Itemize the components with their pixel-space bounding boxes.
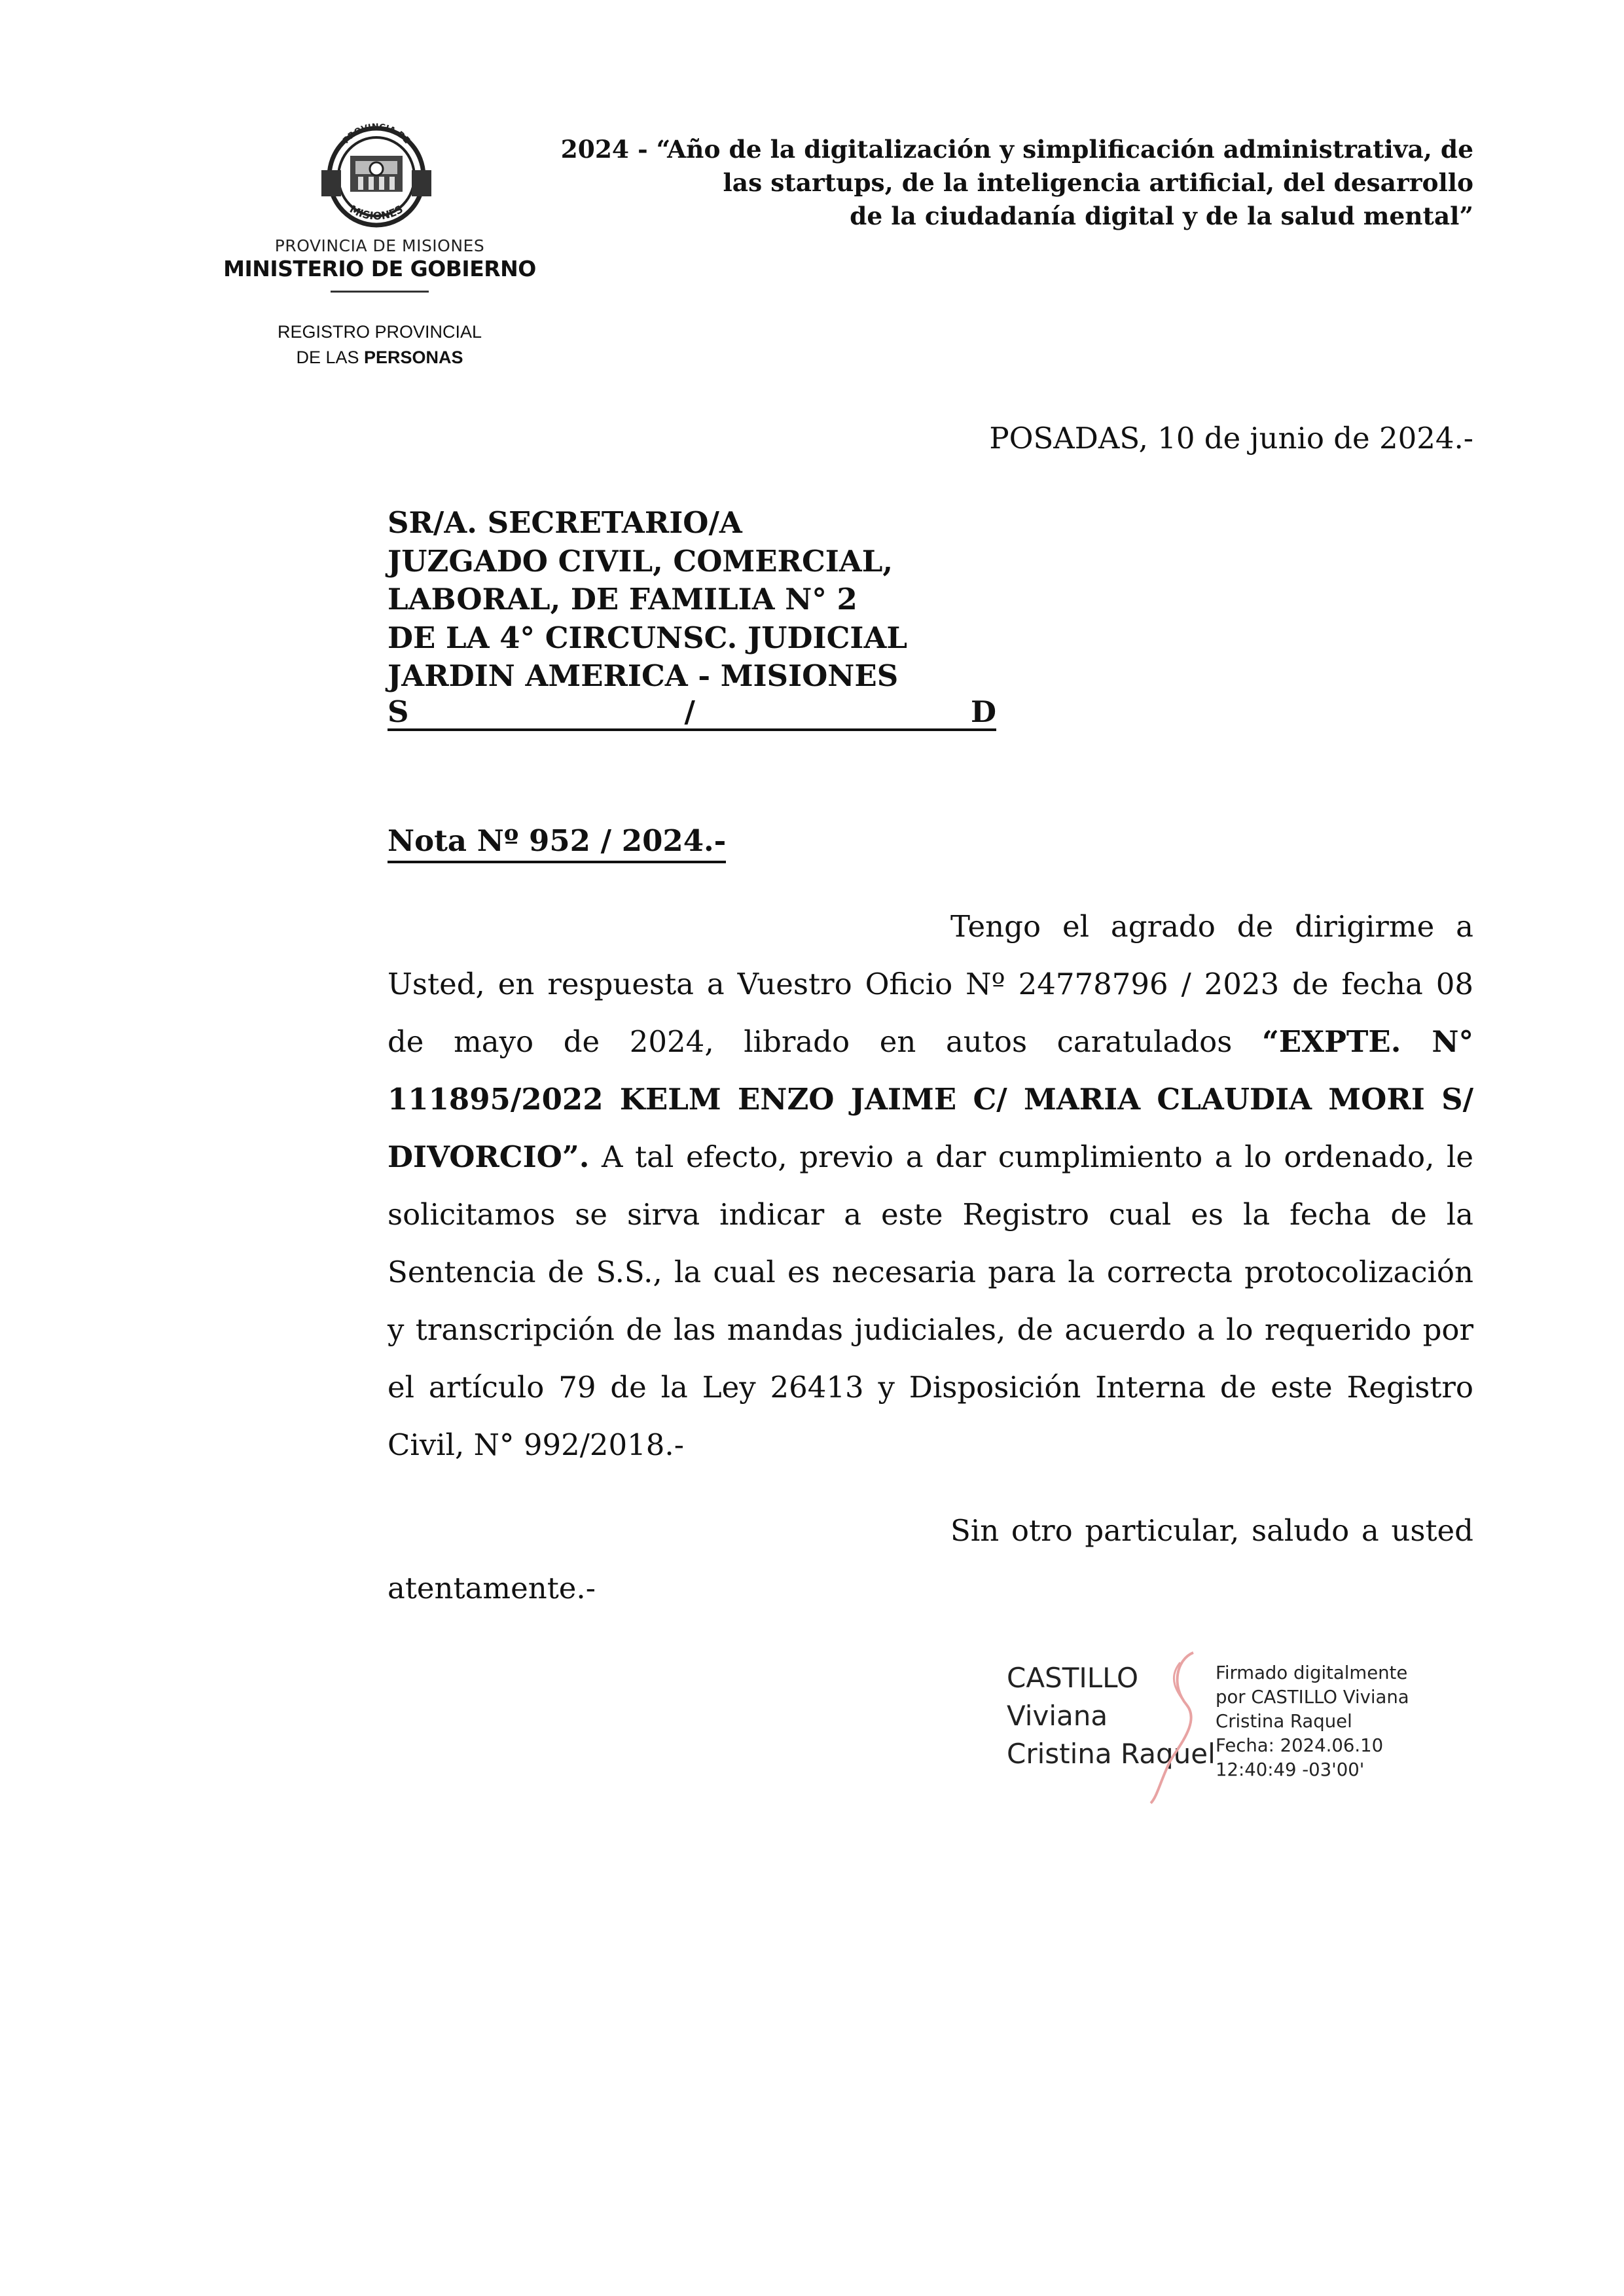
body-p1-start: Tengo el agrado de dirigirme a Usted, en respuesta a Vuestro Oficio Nº 24778796 / 2023 de fecha 08 de mayo de 2024, librado en autos caratulados [388,909,1473,1059]
case-title: “EXPTE. N° 111895/2022 KELM ENZO JAIME C/ MARIA CLAUDIA MORI S/ DIVORCIO”. [388,1024,1474,1174]
signer-name-line-2: Viviana [1007,1700,1108,1732]
svg-text:PROVINCIA DE: PROVINCIA DE [341,122,412,146]
body-p1-end: A tal efecto, previo a dar cumplimiento a lo ordenado, le solicitamos se sirva indicar a este Registro cual es la fecha de la Sentencia de S.S., la cual es necesaria para la correcta protocolización y transcripción de las mandas judiciales, de acuerdo a lo requerido por el artículo 79 de la Ley 26413 y Disposición Interna de este Registro Civil, N° 992/2018.- [388,1139,1473,1462]
provincial-seal-icon [317,117,435,231]
note-number: Nota Nº 952 / 2024.- [388,821,726,863]
ministry-block [216,236,543,293]
addressee-line-5: JARDIN AMERICA - MISIONES [388,658,899,693]
date-line: POSADAS, 10 de junio de 2024.- [989,421,1473,456]
body-paragraph-2 [388,1502,1473,1617]
registry-line-2-prefix: DE LAS [296,348,364,367]
sd-line [388,696,996,731]
signature-detail-line-5: 12:40:49 -03'00' [1216,1759,1365,1780]
svg-text:MISIONES: MISIONES [348,202,405,223]
signature-detail-line-1: Firmado digitalmente [1216,1662,1408,1683]
registry-line-1: REGISTRO PROVINCIAL [277,322,482,342]
addressee-line-2: JUZGADO CIVIL, COMERCIAL, [388,543,893,579]
signer-name-line-1: CASTILLO [1007,1662,1139,1694]
registry-line-2-bold: PERSONAS [364,348,463,367]
ministry-divider [331,291,429,293]
ministry-name: MINISTERIO DE GOBIERNO [223,256,536,281]
motto-line-3: de la ciudadanía digital y de la salud mental” [850,202,1473,230]
signer-name-line-3: Cristina Raquel [1007,1738,1216,1770]
digital-signature-mark-icon [1131,1646,1210,1806]
motto-line-1: 2024 - “Año de la digitalización y simplificación administrativa, de [560,135,1473,164]
sd-s: S [388,694,409,729]
registry-line-2 [216,345,543,370]
addressee-block [388,504,996,731]
signature-detail-line-4: Fecha: 2024.06.10 [1216,1735,1384,1756]
signature-detail-line-2: por CASTILLO Viviana [1216,1687,1409,1708]
addressee-line-1: SR/A. SECRETARIO/A [388,505,742,540]
addressee-line-3: LABORAL, DE FAMILIA N° 2 [388,582,857,617]
sd-d: D [970,694,996,729]
signature-detail-line-3: Cristina Raquel [1216,1711,1352,1732]
registry-block [216,319,543,370]
signature-details [1216,1661,1409,1782]
addressee-line-4: DE LA 4° CIRCUNSC. JUDICIAL [388,620,908,655]
sd-slash: / [684,694,695,729]
year-motto [426,133,1473,233]
province-name: PROVINCIA DE MISIONES [274,236,485,255]
closing-text: Sin otro particular, saludo a usted atentamente.- [388,1513,1473,1605]
motto-line-2: las startups, de la inteligencia artificial, del desarrollo [723,168,1473,197]
body-paragraph-1 [388,898,1473,1474]
